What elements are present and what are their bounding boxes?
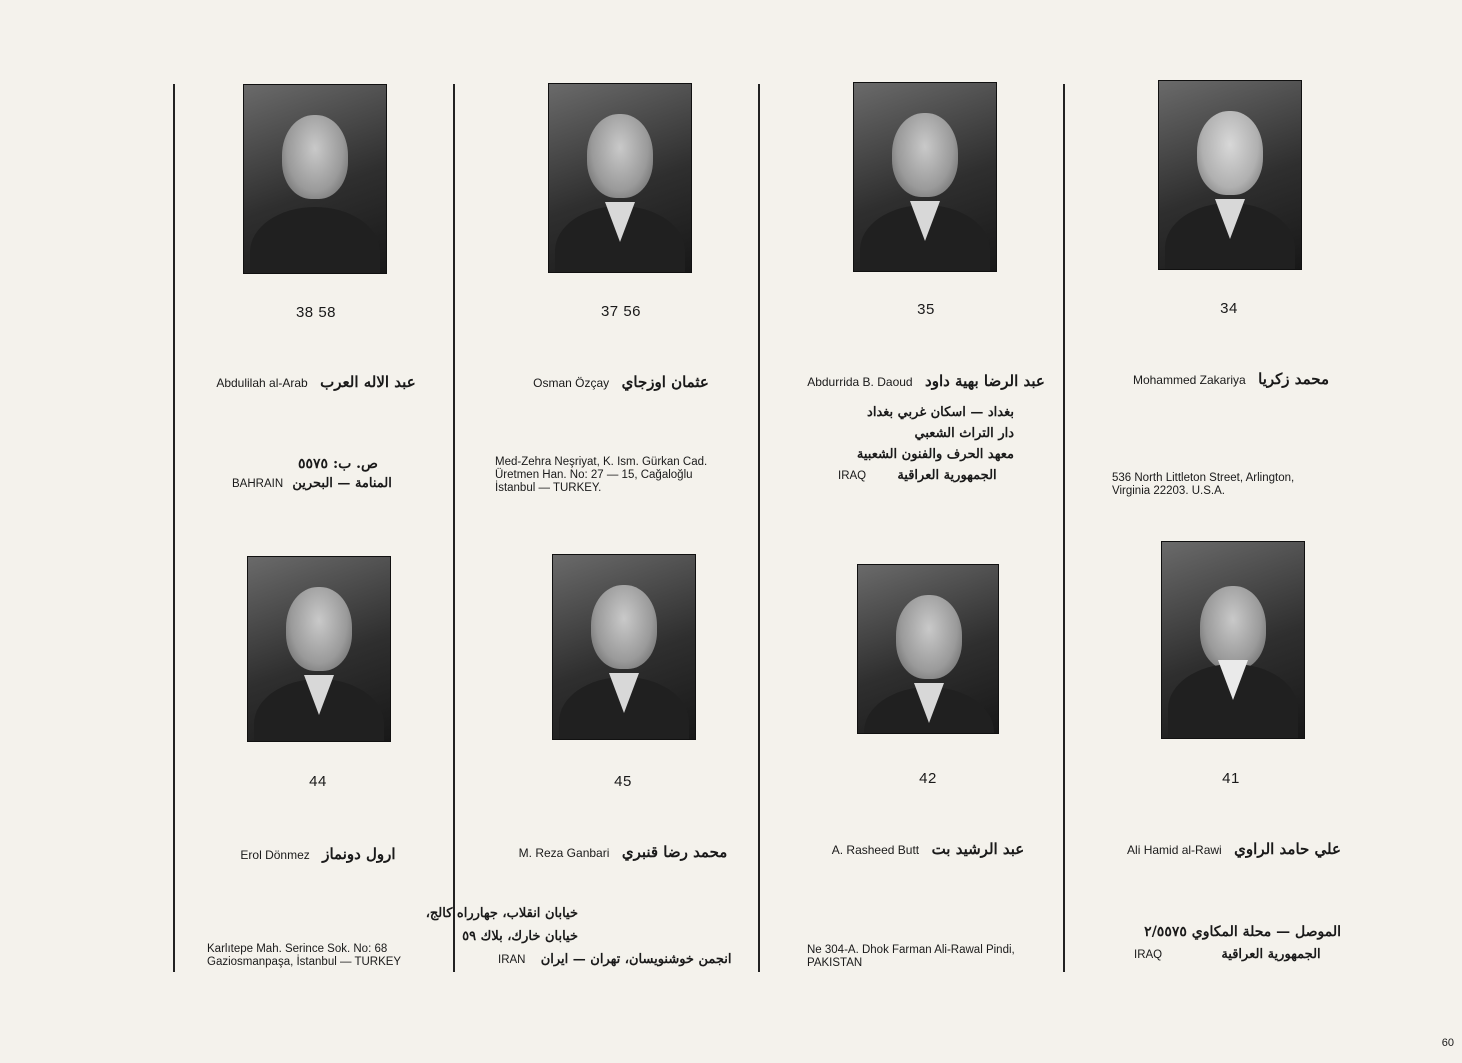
arabic-name: عثمان اوزجاي	[621, 373, 709, 391]
address-line	[838, 465, 1014, 487]
address-line: Karlıtepe Mah. Serince Sok. No: 68	[207, 943, 388, 955]
entry-name	[776, 372, 1076, 391]
portrait-photo	[853, 82, 997, 272]
address-block	[232, 458, 407, 491]
address-line: PAKISTAN	[807, 957, 863, 969]
address-line	[498, 948, 748, 972]
page-number: 60	[1441, 1037, 1454, 1049]
portrait-photo	[247, 556, 391, 742]
latin-name: M. Reza Ganbari	[518, 846, 610, 860]
entry-number: 44	[309, 773, 327, 790]
portrait-photo	[552, 554, 696, 740]
address-line	[1134, 944, 1341, 966]
latin-name: Abdurrida B. Daoud	[807, 375, 913, 389]
address-line: Med-Zehra Neşriyat, K. Ism. Gürkan Cad.	[495, 456, 708, 468]
portrait-photo	[1161, 541, 1305, 739]
address-block	[1126, 920, 1341, 966]
address-line: دار التراث الشعبي	[914, 426, 1014, 441]
country-arabic: انجمن خوشنويسان، تهران — ايران	[540, 952, 732, 967]
latin-name: Mohammed Zakariya	[1132, 373, 1246, 387]
address-line: Üretmen Han. No: 27 — 15, Cağaloğlu	[495, 469, 693, 481]
country-label: BAHRAIN	[232, 478, 284, 490]
address-line: Ne 304-A. Dhok Farman Ali-Rawal Pindi,	[807, 944, 1015, 956]
address-line: ص. ب: ٥٥٧٥	[298, 456, 378, 472]
address-line: خيابان خارك، بلاك ٥٩	[462, 929, 578, 944]
country-label: IRAQ	[1134, 949, 1163, 961]
address-block	[1112, 472, 1352, 498]
latin-name: Erol Dönmez	[240, 848, 310, 862]
address-block	[425, 902, 748, 972]
address-line: معهد الحرف والفنون الشعبية	[856, 447, 1014, 462]
country-label: IRAN	[498, 954, 526, 966]
address-line: 536 North Littleton Street, Arlington,	[1112, 472, 1295, 484]
entry-name	[473, 843, 773, 862]
address-block	[207, 943, 447, 969]
arabic-name: ارول دونماز	[322, 845, 396, 863]
arabic-name: عبد الرشيد بت	[931, 840, 1025, 858]
country-arabic: الجمهورية العراقية	[1221, 947, 1321, 962]
portrait-photo	[1158, 80, 1302, 270]
column-divider	[453, 84, 455, 972]
column-divider	[173, 84, 175, 972]
latin-name: A. Rasheed Butt	[831, 843, 920, 857]
entry-name	[166, 373, 466, 392]
country-arabic: المنامة — البحرين	[292, 476, 392, 491]
entry-name	[1081, 370, 1381, 389]
address-line: بغداد — اسكان غربي بغداد	[867, 405, 1014, 420]
arabic-name: محمد زكريا	[1258, 370, 1330, 388]
latin-name: Abdulilah al-Arab	[216, 376, 308, 390]
portrait-photo	[243, 84, 387, 274]
column-divider	[1063, 84, 1065, 972]
entry-number: 38 58	[295, 304, 337, 321]
entry-number: 35	[917, 301, 935, 318]
arabic-name: محمد رضا قنبري	[621, 843, 728, 861]
entry-number: 45	[614, 773, 632, 790]
address-block	[834, 402, 1014, 487]
entry-name	[471, 373, 771, 392]
entry-number: 42	[919, 770, 937, 787]
arabic-name: عبد الاله العرب	[320, 373, 416, 391]
entry-name	[778, 840, 1078, 859]
column-divider	[758, 84, 760, 972]
portrait-photo	[857, 564, 999, 734]
country-label: IRAQ	[838, 470, 867, 482]
arabic-name: علي حامد الراوي	[1234, 840, 1341, 858]
address-line: İstanbul — TURKEY.	[495, 482, 602, 494]
latin-name: Ali Hamid al-Rawi	[1127, 843, 1222, 857]
entry-number: 37 56	[600, 303, 642, 320]
address-block	[495, 456, 750, 495]
address-line: الموصل — محلة المكاوي ٢/٥٥٧٥	[1144, 924, 1341, 940]
entry-name	[168, 845, 468, 864]
address-block	[807, 944, 1052, 970]
address-line: Virginia 22203. U.S.A.	[1112, 485, 1225, 497]
arabic-name: عبد الرضا بهية داود	[925, 372, 1045, 390]
entry-number: 41	[1222, 770, 1240, 787]
address-line: خيابان انقلاب، جهارراه كالج،	[425, 906, 578, 921]
entry-number: 34	[1220, 300, 1238, 317]
portrait-photo	[548, 83, 692, 273]
country-arabic: الجمهورية العراقية	[897, 468, 997, 483]
entry-name	[1084, 840, 1384, 859]
address-line	[232, 477, 407, 491]
address-line: Gaziosmanpaşa, İstanbul — TURKEY	[207, 956, 402, 968]
latin-name: Osman Özçay	[533, 376, 610, 390]
